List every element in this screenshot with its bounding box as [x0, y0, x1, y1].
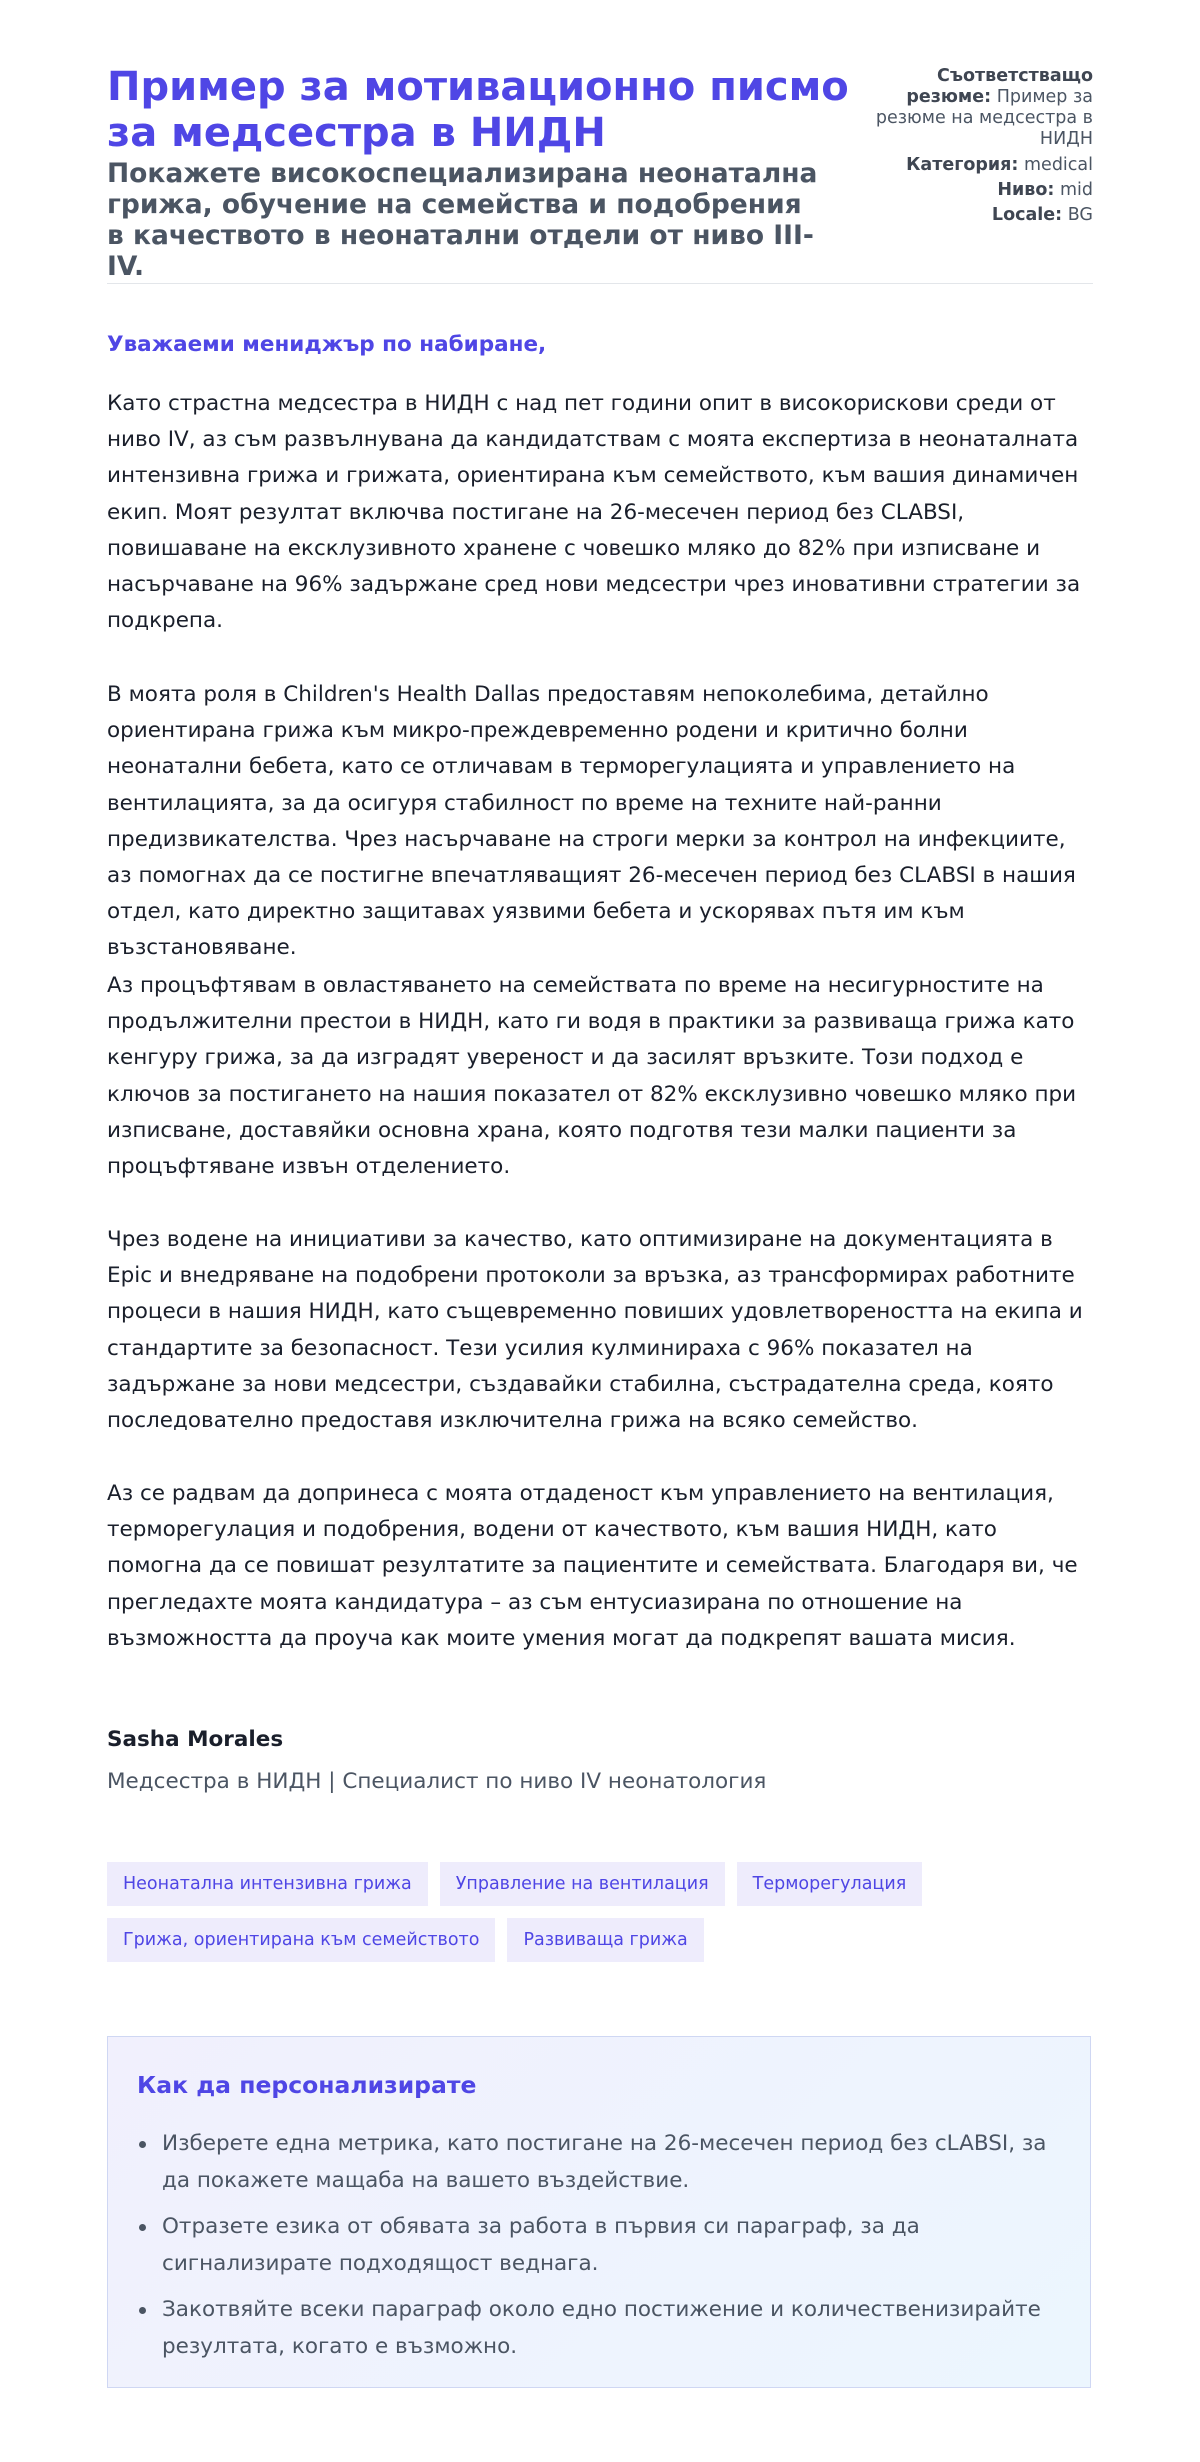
- meta-category-label: Категория:: [906, 155, 1019, 175]
- bullet-icon: [139, 2141, 146, 2148]
- meta-locale-label: Locale:: [991, 205, 1063, 225]
- signature-name: Sasha Morales: [107, 1727, 284, 1752]
- page-title: Пример за мотивационно писмо за медсестра в НИДН: [107, 64, 849, 156]
- letter-paragraph-1: Като страстна медсестра в НИДН с над пет години опит в високорискови среди от ниво IV, аз съм развълнувана да кандидатствам с моята експертиза в неонаталната интензивна грижа и грижата, ориентирана към семейството, към вашия динамичен екип. Моят резултат включва постигане на 26-месечен период без CLABSI, повишаване на ексклузивното хранене с човешко мляко до 82% при изписване и насърчаване на 96% задържане сред нови медсестри чрез иновативни стратегии за подкрепа.: [107, 391, 1081, 634]
- tip-item: [137, 2126, 1057, 2199]
- tips-list: [137, 2126, 1057, 2375]
- letter-paragraph-4: Чрез водене на инициативи за качество, като оптимизиране на документацията в Epic и внедряване на подобрени протоколи за връзка, аз трансформирах работните процеси в нашия НИДН, като същевременно повиших удовлетвореността на екипа и стандартите за безопасност. Тези усилия кулминираха с 96% показател на задържане за нови медсестри, създавайки стабилна, състрадателна среда, която последователно предоставя изключителна грижа на всяко семейство.: [107, 1227, 1083, 1434]
- tip-text: Отразете езика от обявата за работа в първия си параграф, за да сигнализирате подходящост веднага.: [162, 2214, 920, 2276]
- tag-row: [107, 1918, 704, 1962]
- skill-tag: Управление на вентилация: [440, 1862, 725, 1906]
- meta-locale: [853, 205, 1093, 226]
- tip-text: Закотвяйте всеки параграф около едно постижение и количественизирайте резултата, когато е възможно.: [162, 2297, 1041, 2359]
- letter-paragraph-2: В моята роля в Children's Health Dallas предоставям непоколебима, детайлно ориентирана грижа към микро-преждевременно родени и критично болни неонатални бебета, като се отличавам в терморегулацията и управлението на вентилацията, за да осигуря стабилност по време на техните най-ранни предизвикателства. Чрез насърчаване на строги мерки за контрол на инфекциите, аз помогнах да се постигне впечатляващият 26-месечен период без CLABSI в нашия отдел, като директно защитавах уязвими бебета и ускорявах пътя им към възстановяване.: [107, 682, 1076, 961]
- meta-matching-resume-label: Съответстващо резюме:: [906, 66, 1093, 107]
- tips-title: Как да персонализирате: [137, 2071, 477, 2099]
- bullet-icon: [139, 2224, 146, 2231]
- meta-category: [853, 155, 1093, 176]
- meta-level-value: mid: [1059, 180, 1093, 200]
- tip-item: [137, 2209, 1057, 2282]
- skill-tag: Терморегулация: [737, 1862, 923, 1906]
- header-divider: [107, 283, 1093, 284]
- skill-tag: Грижа, ориентирана към семейството: [107, 1918, 495, 1962]
- page-header: [107, 64, 1093, 284]
- meta-level-label: Ниво:: [997, 180, 1055, 200]
- tip-item: [137, 2292, 1057, 2365]
- meta-category-value: medical: [1024, 155, 1093, 175]
- letter-greeting: Уважаеми мениджър по набиране,: [107, 332, 547, 357]
- tip-text: Изберете една метрика, като постигане на 26-месечен период без cLABSI, за да покажете мащаба на вашето въздействие.: [162, 2131, 1047, 2193]
- meta-locale-value: BG: [1067, 205, 1093, 225]
- bullet-icon: [139, 2307, 146, 2314]
- page-subtitle: Покажете високоспециализирана неонатална грижа, обучение на семейства и подобрения в качеството в неонатални отдели от ниво III-IV.: [107, 158, 818, 282]
- skill-tag: Развиваща грижа: [507, 1918, 703, 1962]
- signature-title: Медсестра в НИДН | Специалист по ниво IV неонатология: [107, 1769, 767, 1794]
- letter-paragraph-3: Аз процъфтявам в овластяването на семействата по време на несигурностите на продължителни престои в НИДН, като ги водя в практики за развиваща грижа като кенгуру грижа, за да изградят увереност и да засилят връзките. Този подход е ключов за постигането на нашия показател от 82% ексклузивно човешко мляко при изписване, доставяйки основна храна, която подготвя тези малки пациенти за процъфтяване извън отделението.: [107, 973, 1077, 1180]
- meta-level: [853, 180, 1093, 201]
- personalize-tips-box: [107, 2036, 1091, 2388]
- meta-matching-resume: [853, 66, 1093, 150]
- skill-tag: Неонатална интензивна грижа: [107, 1862, 428, 1906]
- meta-matching-resume-value: Пример за резюме на медсестра в НИДН: [875, 87, 1093, 149]
- tag-row: [107, 1862, 922, 1906]
- letter-paragraph-5: Аз се радвам да допринеса с моята отдаденост към управлението на вентилация, терморегулация и подобрения, водени от качеството, към вашия НИДН, като помогна да се повишат резултатите за пациентите и семействата. Благодаря ви, че прегледахте моята кандидатура – аз съм ентусиазирана по отношение на възможността да проуча как моите умения могат да подкрепят вашата мисия.: [107, 1481, 1078, 1651]
- meta-panel: [853, 66, 1093, 230]
